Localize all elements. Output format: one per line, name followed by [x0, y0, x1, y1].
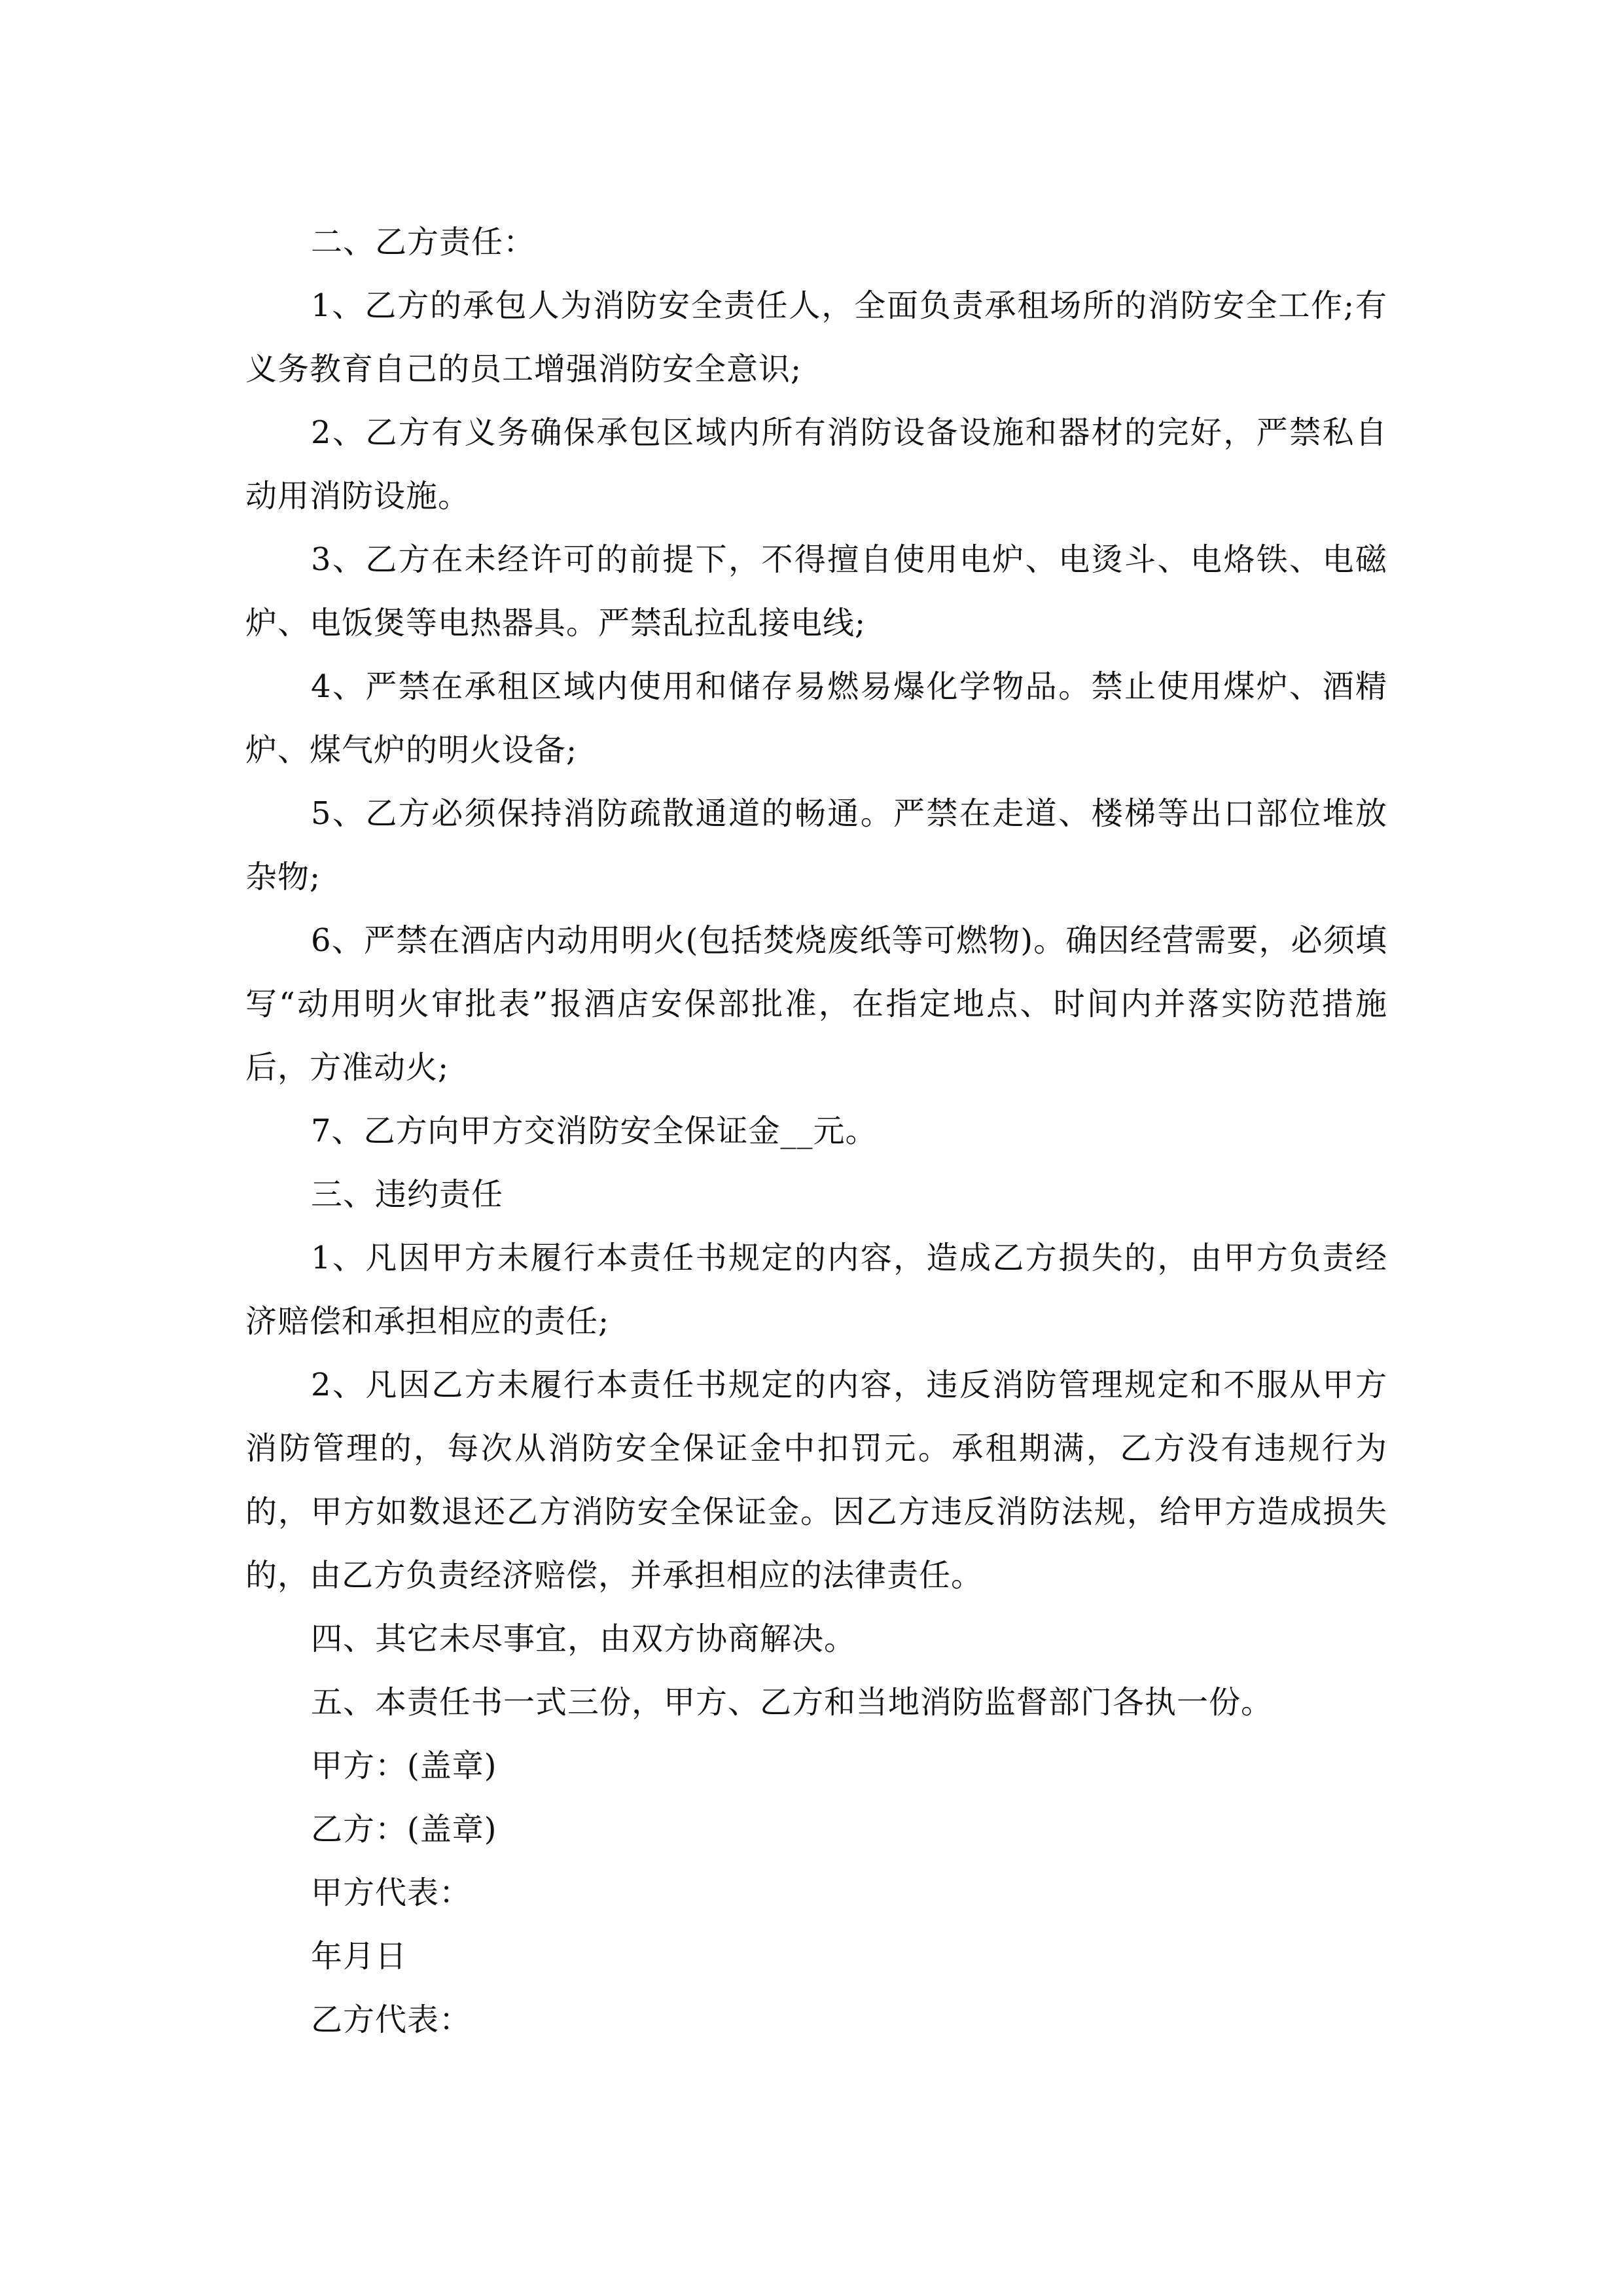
clause-b4: 4、严禁在承租区域内使用和储存易燃易爆化学物品。禁止使用煤炉、酒精炉、煤气炉的明火设备; [245, 668, 1387, 768]
section-copies: 五、本责任书一式三份，甲方、乙方和当地消防监督部门各执一份。 [311, 1684, 1274, 1721]
signature-party-b-seal: 乙方：(盖章) [311, 1811, 497, 1848]
clause-b3: 3、乙方在未经许可的前提下，不得擅自使用电炉、电烫斗、电烙铁、电磁炉、电饭煲等电热器具。严禁乱拉乱接电线; [245, 541, 1387, 641]
section-other-matters: 四、其它未尽事宜，由双方协商解决。 [311, 1621, 857, 1657]
signature-party-a-representative: 甲方代表： [311, 1874, 472, 1911]
section-heading-liability: 三、违约责任 [311, 1176, 504, 1213]
signature-party-b-representative: 乙方代表： [311, 2001, 472, 2038]
document-body [245, 211, 1387, 2052]
clause-b5: 5、乙方必须保持消防疏散通道的畅通。严禁在走道、楼梯等出口部位堆放杂物; [245, 795, 1387, 895]
clause-b6: 6、严禁在酒店内动用明火(包括焚烧废纸等可燃物)。确因经营需要，必须填写“动用明火审批表”报酒店安保部批准，在指定地点、时间内并落实防范措施后，方准动火; [245, 922, 1387, 1086]
clause-l1: 1、凡因甲方未履行本责任书规定的内容，造成乙方损失的，由甲方负责经济赔偿和承担相应的责任; [245, 1240, 1387, 1340]
signature-date: 年月日 [311, 1938, 408, 1975]
clause-b1: 1、乙方的承包人为消防安全责任人，全面负责承租场所的消防安全工作;有义务教育自己的员工增强消防安全意识; [245, 287, 1387, 387]
clause-b2: 2、乙方有义务确保承包区域内所有消防设备设施和器材的完好，严禁私自动用消防设施。 [245, 414, 1387, 514]
signature-party-a-seal: 甲方：(盖章) [311, 1748, 497, 1784]
clause-b7: 7、乙方向甲方交消防安全保证金__元。 [311, 1113, 878, 1149]
section-heading-party-b: 二、乙方责任： [311, 224, 536, 260]
clause-l2: 2、凡因乙方未履行本责任书规定的内容，违反消防管理规定和不服从甲方消防管理的，每次从消防安全保证金中扣罚元。承租期满，乙方没有违规行为的，甲方如数退还乙方消防安全保证金。因乙方违反消防法规，给甲方造成损失的，由乙方负责经济赔偿，并承担相应的法律责任。 [245, 1367, 1387, 1594]
